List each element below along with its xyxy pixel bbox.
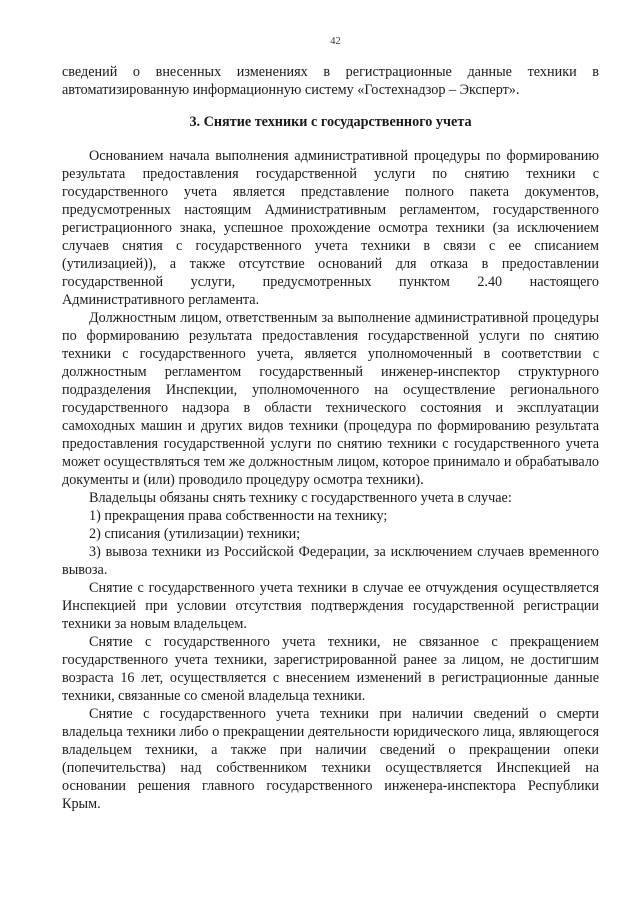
- section-heading: 3. Снятие техники с государственного учета: [189, 114, 472, 130]
- paragraph-alienation: Снятие с государственного учета техники в случае ее отчуждения осуществляется Инспекцией при условии отсутствия подтверждения государственной регистрации техники за новым владельцем.: [62, 580, 599, 632]
- paragraph-basis: Основанием начала выполнения административной процедуры по формированию результата предоставления государственной услуги по снятию техники с государственного учета является представление полного пакета документов, предусмотренных настоящим Административным регламентом, государственного регистрационного знака, успешное прохождение осмотра техники (за исключением случаев снятия с государственного учета техники в связи с ее списанием (утилизацией)), а также отсутствие оснований для отказа в предоставлении государственной услуги, предусмотренных пунктом 2.40 настоящего Административного регламента.: [62, 148, 599, 308]
- list-item-2: 2) списания (утилизации) техники;: [89, 526, 301, 542]
- paragraph-owners-obligation: Владельцы обязаны снять технику с государственного учета в случае:: [89, 490, 512, 506]
- document-body: [62, 63, 599, 813]
- paragraph-responsible-official: Должностным лицом, ответственным за выполнение административной процедуры по формированию результата предоставления государственной услуги по снятию техники с государственного учета, является уполномоченный в соответствии с должностным регламентом государственный инженер-инспектор структурного подразделения Инспекции, уполномоченного на осуществление регионального государственного надзора в области технического состояния и эксплуатации самоходных машин и других видов техники (процедура по формированию результата предоставления государственной услуги по снятию техники с государственного учета может осуществляться тем же должностным лицом, которое принимало и обрабатывало документы и (или) проводило процедуру осмотра техники).: [62, 310, 599, 488]
- list-item-3: 3) вывоза техники из Российской Федерации, за исключением случаев временного вывоза.: [62, 544, 599, 578]
- paragraph-death-owner: Снятие с государственного учета техники при наличии сведений о смерти владельца техники либо о прекращении деятельности юридического лица, являющегося владельцем техники, а также при наличии сведений о прекращении опеки (попечительства) над собственником техники осуществляется Инспекцией на основании решения главного государственного инженера-инспектора Республики Крым.: [62, 706, 599, 812]
- list-item-1: 1) прекращения права собственности на технику;: [89, 508, 388, 524]
- intro-paragraph: сведений о внесенных изменениях в регистрационные данные техники в автоматизированную информационную систему «Гостехнадзор – Эксперт».: [62, 64, 599, 98]
- page-number: 42: [330, 36, 341, 47]
- paragraph-minor-owner: Снятие с государственного учета техники, не связанное с прекращением государственного учета техники, зарегистрированной ранее за лицом, не достигшим возраста 16 лет, осуществляется с внесением изменений в регистрационные данные техники, связанные со сменой владельца техники.: [62, 634, 599, 704]
